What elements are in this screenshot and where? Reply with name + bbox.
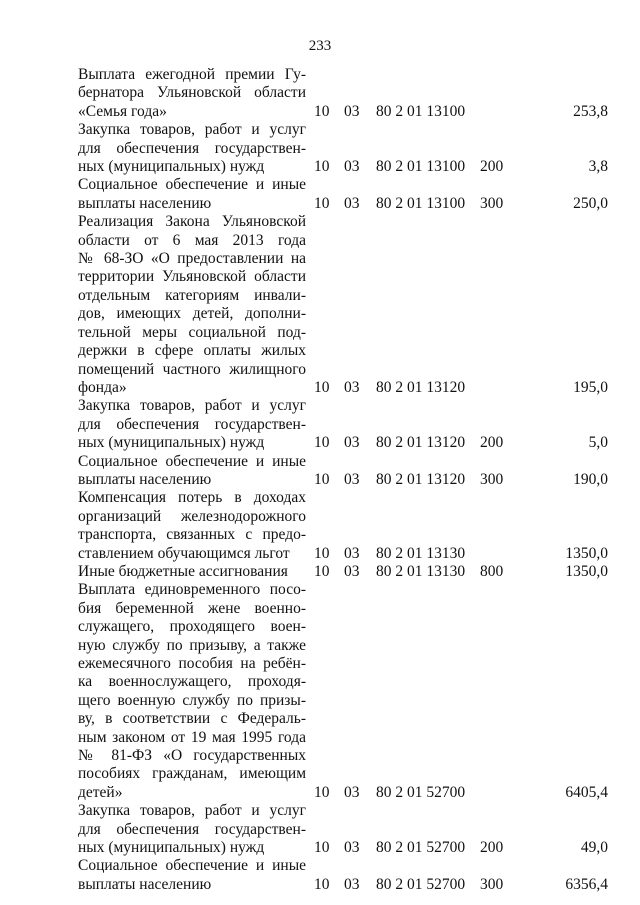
amount-value: 6405,4	[565, 783, 608, 801]
section-code: 10	[314, 839, 330, 857]
subsection-code: 03	[344, 470, 360, 488]
target-article-code: 80 2 01 52700	[376, 839, 466, 857]
amount-value: 1350,0	[565, 544, 608, 562]
description-line: Закупка товаров, работ и услуг	[78, 802, 306, 820]
row-codes	[314, 434, 618, 452]
row-description	[78, 453, 306, 490]
amount-value: 1350,0	[565, 562, 608, 580]
table-row	[78, 66, 618, 121]
row-description	[78, 213, 306, 397]
section-code: 10	[314, 434, 330, 452]
description-line: ежемесячного пособия на ребён-	[78, 655, 306, 672]
row-description	[78, 176, 306, 213]
description-line: детей»	[78, 783, 123, 801]
description-line: Социальное обеспечение и иные	[78, 176, 306, 194]
expense-type-code: 200	[480, 434, 504, 452]
description-line: выплаты населению	[78, 875, 212, 893]
description-line: № 81-ФЗ «О государственных	[78, 747, 306, 765]
description-line: Выплата ежегодной премии Гу-	[78, 66, 306, 83]
description-line: для обеспечения государствен-	[78, 415, 306, 433]
target-article-code: 80 2 01 13130	[376, 544, 466, 562]
description-line: Закупка товаров, работ и услуг	[78, 397, 306, 415]
target-article-code: 80 2 01 13130	[376, 562, 466, 580]
row-description	[78, 581, 306, 802]
section-code: 10	[314, 562, 330, 580]
description-line: служащего, проходящего воен-	[78, 618, 306, 636]
row-codes	[314, 379, 618, 397]
row-codes	[314, 158, 618, 176]
row-description	[78, 489, 306, 563]
subsection-code: 03	[344, 562, 360, 580]
expense-type-code: 200	[480, 839, 504, 857]
row-description	[78, 563, 306, 581]
description-line: Социальное обеспечение и иные	[78, 452, 306, 470]
description-line: дов, имеющих детей, дополни-	[78, 305, 306, 323]
description-line: ных (муниципальных) нужд	[78, 839, 265, 857]
description-line: Иные бюджетные ассигнования	[78, 562, 288, 580]
row-codes	[314, 195, 618, 213]
section-code: 10	[314, 158, 330, 176]
description-line: помещений частного жилищного	[78, 360, 306, 378]
amount-value: 49,0	[580, 839, 608, 857]
description-line: пособиях гражданам, имеющим	[78, 765, 306, 783]
subsection-code: 03	[344, 102, 360, 120]
description-line: Социальное обеспечение и иные	[78, 857, 306, 875]
table-row	[78, 397, 618, 452]
row-codes	[314, 545, 618, 563]
section-code: 10	[314, 783, 330, 801]
description-line: отдельным категориям инвали-	[78, 286, 306, 304]
table-row	[78, 857, 618, 894]
section-code: 10	[314, 875, 330, 893]
description-line: выплаты населению	[78, 194, 212, 212]
amount-value: 3,8	[588, 158, 608, 176]
description-line: Реализация Закона Ульяновской	[78, 213, 306, 231]
description-line: «Семья года»	[78, 102, 167, 120]
description-line: выплаты населению	[78, 470, 212, 488]
amount-value: 195,0	[573, 378, 608, 396]
subsection-code: 03	[344, 839, 360, 857]
expense-type-code: 300	[480, 875, 504, 893]
row-codes	[314, 839, 618, 857]
row-codes	[314, 563, 618, 581]
expense-type-code: 200	[480, 158, 504, 176]
section-code: 10	[314, 378, 330, 396]
amount-value: 5,0	[588, 434, 608, 452]
subsection-code: 03	[344, 544, 360, 562]
description-line: Выплата единовременного посо-	[78, 581, 306, 599]
description-line: № 68-ЗО «О предоставлении на	[78, 250, 306, 268]
description-line: бернатора Ульяновской области	[78, 84, 306, 102]
description-line: ву, в соответствии с Федераль-	[78, 710, 306, 728]
section-code: 10	[314, 470, 330, 488]
target-article-code: 80 2 01 52700	[376, 875, 466, 893]
subsection-code: 03	[344, 194, 360, 212]
table-row	[78, 802, 618, 857]
description-line: Закупка товаров, работ и услуг	[78, 121, 306, 139]
table-row	[78, 121, 618, 176]
target-article-code: 80 2 01 13120	[376, 378, 466, 396]
page-number: 233	[308, 38, 332, 54]
table-row	[78, 213, 618, 397]
subsection-code: 03	[344, 158, 360, 176]
section-code: 10	[314, 544, 330, 562]
target-article-code: 80 2 01 13100	[376, 158, 466, 176]
description-line: ставлением обучающимся льгот	[78, 544, 290, 562]
description-line: тельной меры социальной под-	[78, 323, 306, 341]
expense-type-code: 300	[480, 470, 504, 488]
description-line: ным законом от 19 мая 1995 года	[78, 728, 306, 746]
description-line: ных (муниципальных) нужд	[78, 158, 265, 176]
section-code: 10	[314, 102, 330, 120]
description-line: ка военнослужащего, проходя-	[78, 673, 306, 691]
table-row	[78, 176, 618, 213]
description-line: ную службу по призыву, а также	[78, 636, 306, 654]
target-article-code: 80 2 01 13120	[376, 470, 466, 488]
amount-value: 6356,4	[565, 875, 608, 893]
row-description	[78, 121, 306, 176]
description-line: бия беременной жене военно-	[78, 599, 306, 617]
table-row	[78, 563, 618, 581]
subsection-code: 03	[344, 783, 360, 801]
row-codes	[314, 471, 618, 489]
description-line: для обеспечения государствен-	[78, 820, 306, 838]
target-article-code: 80 2 01 13120	[376, 434, 466, 452]
table-row	[78, 453, 618, 490]
amount-value: 253,8	[573, 102, 608, 120]
description-line: организаций железнодорожного	[78, 507, 306, 525]
row-description	[78, 857, 306, 894]
target-article-code: 80 2 01 13100	[376, 194, 466, 212]
section-code: 10	[314, 194, 330, 212]
target-article-code: 80 2 01 13100	[376, 102, 466, 120]
description-line: для обеспечения государствен-	[78, 139, 306, 157]
row-description	[78, 802, 306, 857]
description-line: Компенсация потерь в доходах	[78, 489, 306, 507]
description-line: ных (муниципальных) нужд	[78, 434, 265, 452]
row-codes	[314, 876, 618, 894]
expense-type-code: 800	[480, 562, 504, 580]
description-line: территории Ульяновской области	[78, 268, 306, 286]
subsection-code: 03	[344, 378, 360, 396]
budget-table	[78, 66, 618, 894]
row-description	[78, 66, 306, 121]
description-line: фонда»	[78, 378, 127, 396]
subsection-code: 03	[344, 875, 360, 893]
description-line: щего военную службу по призы-	[78, 691, 306, 709]
description-line: держки в сфере оплаты жилых	[78, 342, 306, 360]
table-row	[78, 489, 618, 563]
amount-value: 250,0	[573, 194, 608, 212]
description-line: области от 6 мая 2013 года	[78, 231, 306, 249]
expense-type-code: 300	[480, 194, 504, 212]
subsection-code: 03	[344, 434, 360, 452]
description-line: транспорта, связанных с предо-	[78, 526, 306, 544]
row-codes	[314, 784, 618, 802]
table-row	[78, 581, 618, 802]
row-description	[78, 397, 306, 452]
amount-value: 190,0	[573, 470, 608, 488]
target-article-code: 80 2 01 52700	[376, 783, 466, 801]
row-codes	[314, 103, 618, 121]
